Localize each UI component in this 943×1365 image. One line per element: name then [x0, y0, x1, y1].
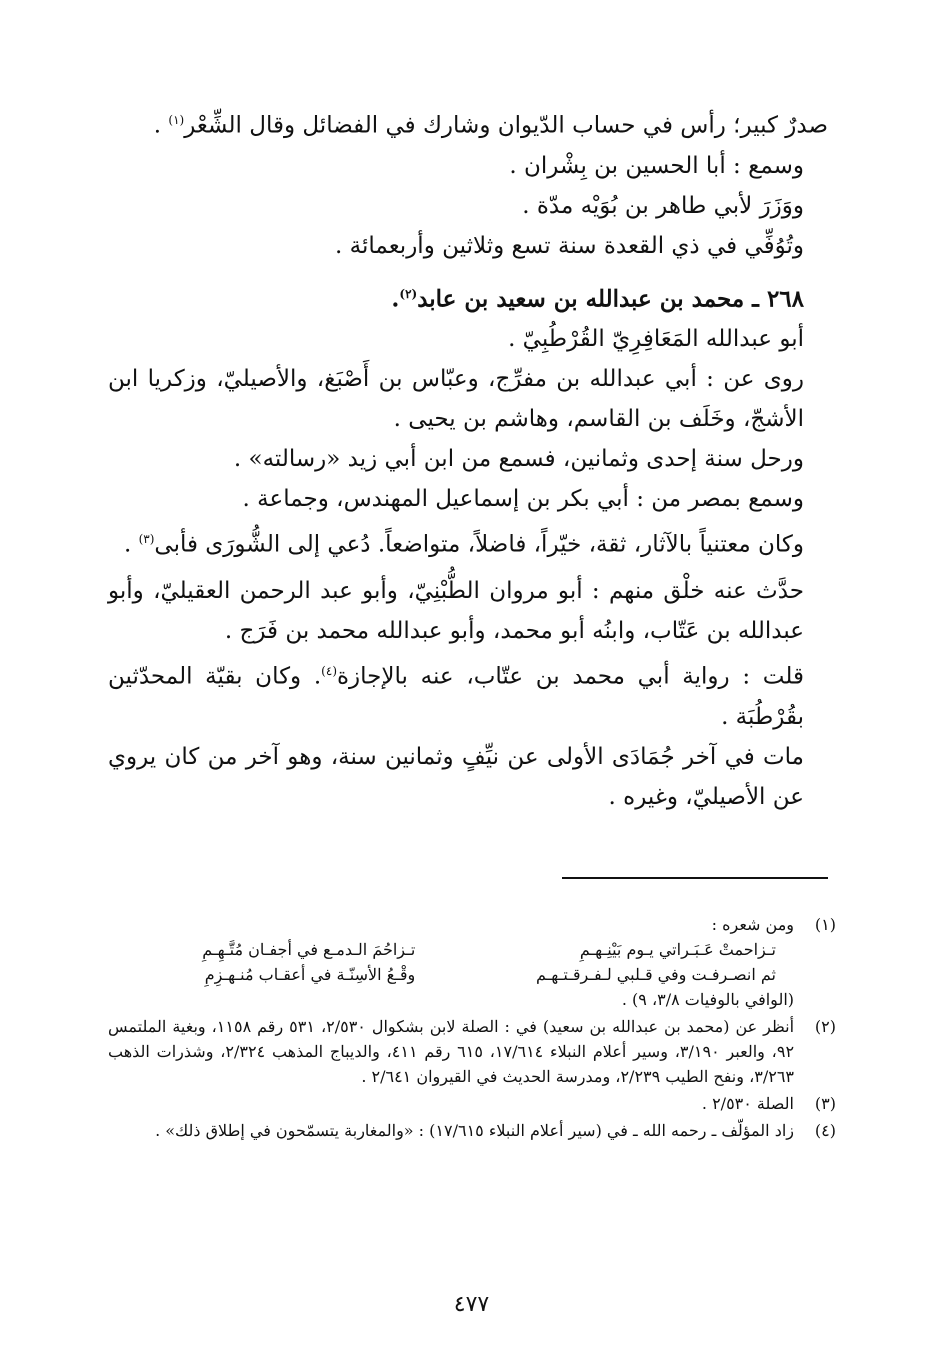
- footnote-4: [108, 1118, 838, 1143]
- footnote-1: [108, 912, 838, 1012]
- footnote-3: [108, 1091, 838, 1116]
- poem-hemistich: تـزاحمتْ عَـبَـراتي يـوم بَيْنِـهـمِ: [579, 940, 776, 959]
- poem-line: [108, 937, 776, 962]
- poem-line: [108, 962, 776, 987]
- bio-line-3: ووَزَرَ لأبي طاهر بن بُوَيْه مدّة .: [522, 192, 804, 219]
- bio-line-2: وسمع : أبا الحسين بن بِشْران .: [509, 152, 804, 179]
- para-qultu: قلت : رواية أبي محمد بن عتّاب، عنه بالإجازة$^{(٤)}$. وكان بقيّة المحدّثين بقُرْطُبَة .: [108, 663, 804, 730]
- footnote-mark-1: (١): [168, 113, 185, 127]
- footnote-number: (١): [814, 915, 836, 934]
- footnotes: [108, 912, 838, 1145]
- poem-hemistich: ثم انصـرفـت وفي قـلبي لـفـرقـتـهـم: [535, 965, 776, 984]
- footnote-separator: [562, 877, 828, 879]
- footnote-intro: ومن شعره :: [711, 915, 794, 934]
- para-mat: مات في آخر جُمَادَى الأولى عن نيِّفٍ وثمانين سنة، وهو آخر من كان يروي عن الأصيليّ، وغيره .: [108, 743, 804, 810]
- main-text: [108, 100, 828, 817]
- poem: [108, 937, 794, 987]
- entry-heading: ٢٦٨ ـ محمد بن عبدالله بن سعيد بن عابد$^{(٢)}$.: [391, 285, 804, 313]
- poem-hemistich: وقْـعُ الأسِنّـة في أعقـاب مُنـهـزِمِ: [204, 965, 416, 984]
- footnote-text: أنظر عن (محمد بن عبدالله بن سعيد) في : الصلة لابن بشكوال ٢/٥٣٠، ٥٣١ رقم ١١٥٨، وبغية الملتمس ٩٢، والعبر ٣/١٩٠، وسير أعلام النبلاء ١٧/٦١٤، ٦١٥ رقم ٤١١، والديباج المذهب ٢/٣٢٤، وشذرات الذهب ٣/٢٦٣، ونفح الطيب ٢/٢٣٩، ومدرسة الحديث في القيروان ٢/٦٤١ .: [108, 1017, 795, 1086]
- footnote-2: [108, 1014, 838, 1089]
- para-misr: وسمع بمصر من : أبي بكر بن إسماعيل المهندس، وجماعة .: [242, 486, 804, 513]
- footnote-number: (٢): [814, 1017, 836, 1036]
- footnote-source: (الوافي بالوفيات ٣/٨، ٩) .: [621, 990, 794, 1009]
- poem-hemistich: تـزاحُمَ الـدمـع في أجفـان مُتَّـهِـمِ: [202, 940, 416, 959]
- para-rihla: ورحل سنة إحدى وثمانين، فسمع من ابن أبي زيد «رسالته» .: [233, 446, 804, 473]
- footnote-mark-2: (٢): [399, 286, 418, 301]
- para-haddath: حدَّث عنه خلْق منهم : أبو مروان الطُّبْنِيّ، وأبو عبد الرحمن العقيليّ، وأبو عبدالله بن عَتّاب، وابنُه أبو محمد، وأبو عبدالله محمد بن فَرَج .: [108, 577, 804, 644]
- footnote-mark-3: (٣): [138, 532, 155, 547]
- para-riwaya: روى عن : أبي عبدالله بن مفرِّج، وعبّاس بن أَصْبَغ، والأصيليّ، وزكريا ابن الأشجّ، وخَلَف بن القاسم، وهاشم بن يحيى .: [108, 366, 804, 433]
- footnote-text: الصلة ٢/٥٣٠ .: [701, 1094, 794, 1113]
- bio-line-1: صدرٌ كبير؛ رأس في حساب الدّيوان وشارك في الفضائل وقال الشِّعْر$^{(١)}$ .: [153, 112, 828, 139]
- bio-line-4: وتُوُفِّي في ذي القعدة سنة تسع وثلاثين وأربعمائة .: [335, 232, 804, 259]
- page-number: ٤٧٧: [453, 1292, 490, 1317]
- entry-nisba: أبو عبدالله المَعَافِرِيّ القُرْطُبِيّ .: [508, 326, 804, 353]
- para-kana: وكان معتنياً بالآثار، ثقة، خيّراً، فاضلاً، متواضعاً. دُعي إلى الشُّورَى فأبى$^{(٣)}$ .: [123, 531, 804, 558]
- footnote-mark-4: (٤): [321, 663, 337, 678]
- footnote-text: زاد المؤلّف ـ رحمه الله ـ في (سير أعلام النبلاء ١٧/٦١٥) : «والمغاربة يتسمّحون في إطلاق ذلك» .: [155, 1121, 794, 1140]
- footnote-number: (٤): [814, 1121, 836, 1140]
- footnote-number: (٣): [814, 1094, 836, 1113]
